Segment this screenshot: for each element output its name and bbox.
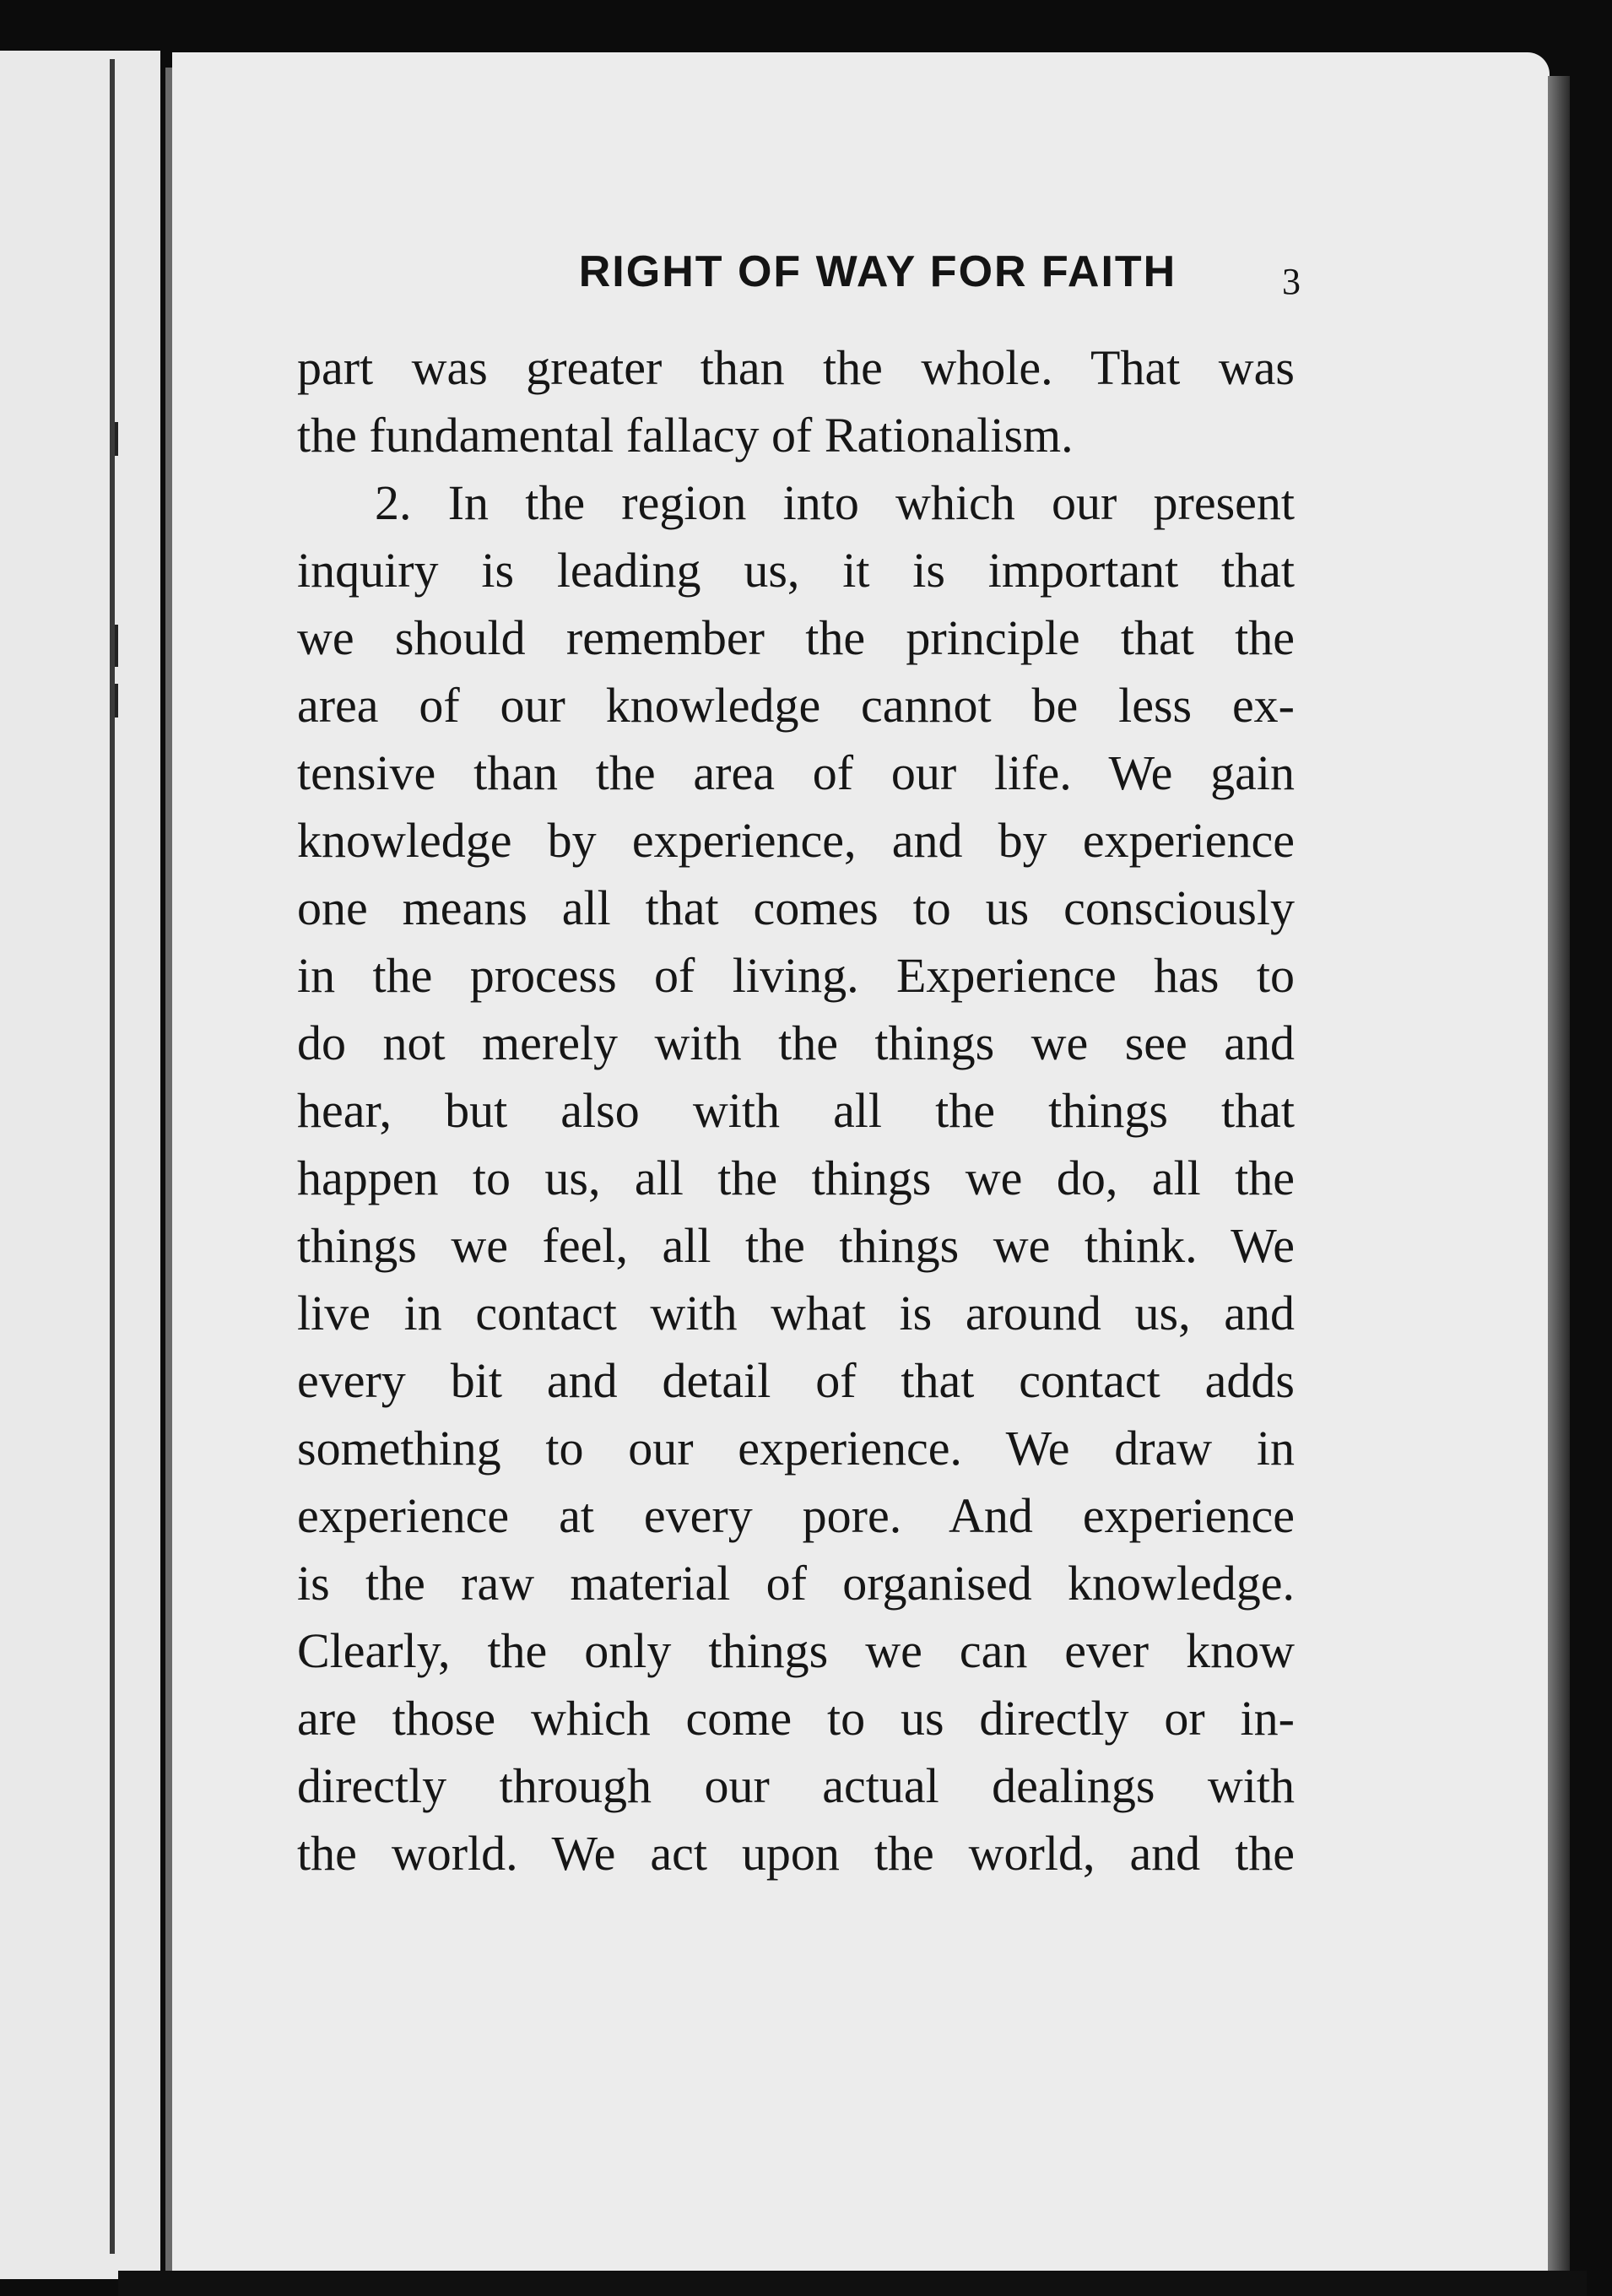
text-line: inquiry is leading us, it is important that (297, 543, 1295, 598)
text-line: 2. In the region into which our present (375, 475, 1295, 530)
gutter-line (165, 68, 172, 2279)
text-line: area of our knowledge cannot be less ex- (297, 678, 1295, 733)
margin-mark (115, 625, 118, 667)
text-line: happen to us, all the things we do, all the (297, 1151, 1295, 1205)
text-line: we should remember the principle that the (297, 610, 1295, 665)
body-text (297, 334, 1295, 1887)
text-line: every bit and detail of that contact adds (297, 1353, 1295, 1408)
text-line: is the raw material of organised knowledge. (297, 1556, 1295, 1611)
text-line: experience at every pore. And experience (297, 1488, 1295, 1543)
text-line: part was greater than the whole. That was (297, 340, 1295, 395)
text-line: are those which come to us directly or in- (297, 1691, 1295, 1746)
bottom-page-edge (118, 2271, 1587, 2296)
page-number: 3 (1282, 261, 1301, 302)
text-line: do not merely with the things we see and (297, 1015, 1295, 1070)
page-edge-shadow (1548, 76, 1570, 2271)
text-line: something to our experience. We draw in (297, 1421, 1295, 1476)
text-line: tensive than the area of our life. We gain (297, 745, 1295, 800)
margin-mark (115, 422, 118, 456)
text-line: Clearly, the only things we can ever know (297, 1623, 1295, 1678)
text-line: one means all that comes to us consciously (297, 880, 1295, 935)
text-line: hear, but also with all the things that (297, 1083, 1295, 1138)
text-line: things we feel, all the things we think. We (297, 1218, 1295, 1273)
text-line: directly through our actual dealings with (297, 1758, 1295, 1813)
text-line: knowledge by experience, and by experience (297, 813, 1295, 868)
running-title: RIGHT OF WAY FOR FAITH (578, 247, 1177, 296)
margin-mark (115, 684, 118, 718)
text-line: in the process of living. Experience has to (297, 948, 1295, 1003)
facing-page-margin (0, 51, 160, 2279)
text-line: the world. We act upon the world, and the (297, 1826, 1295, 1881)
text-line: the fundamental fallacy of Rationalism. (297, 408, 1074, 463)
binding-shadow-line (110, 59, 115, 2254)
text-line: live in contact with what is around us, and (297, 1286, 1295, 1340)
